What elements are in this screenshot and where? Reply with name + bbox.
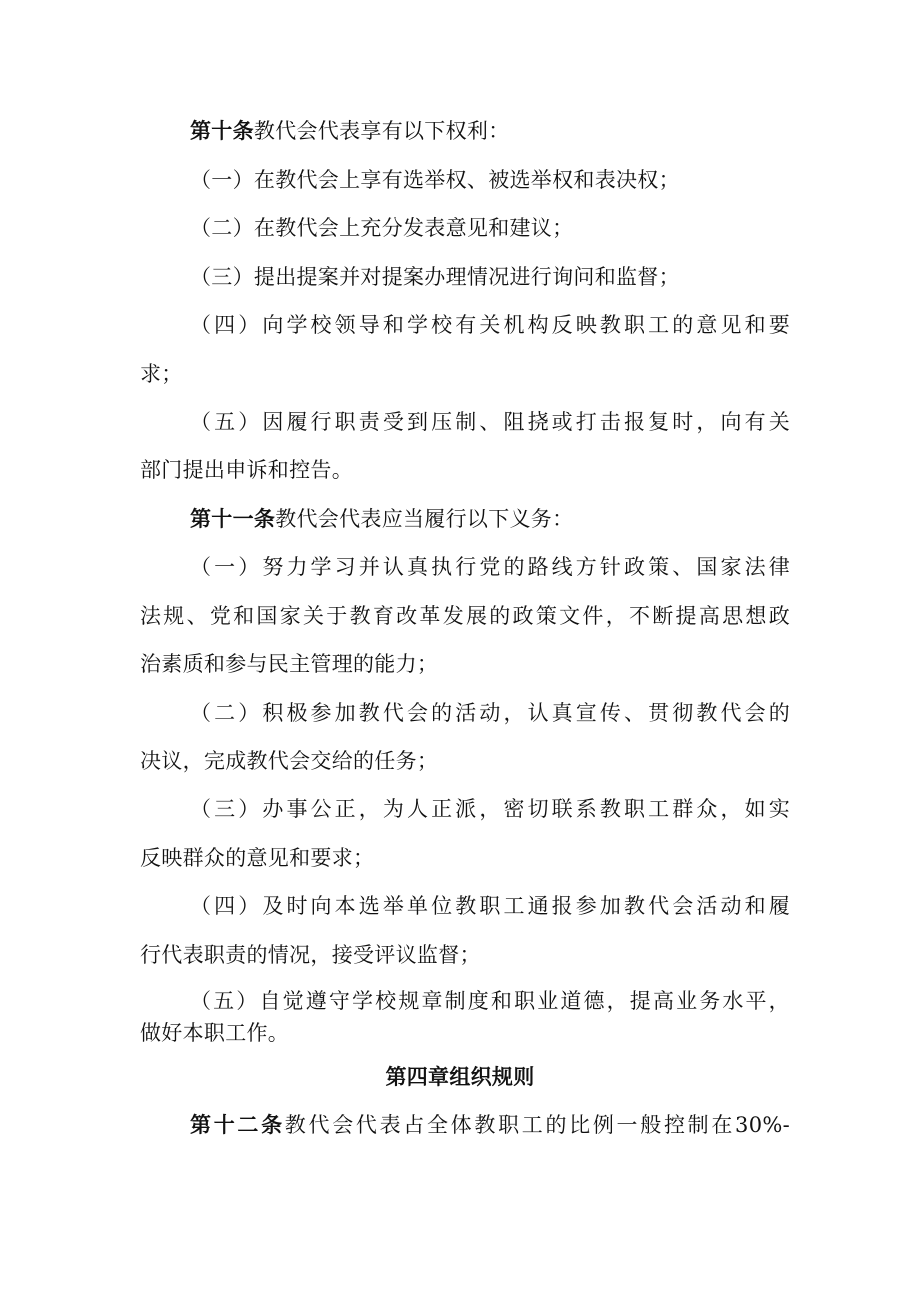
article-11-item-4-line-2: 行代表职责的情况，接受评议监督； (140, 943, 481, 967)
article-10-item-4-line-2: 求； (140, 362, 183, 386)
chapter-4-title: 第四章组织规则 (385, 1064, 535, 1089)
article-10-intro: 教代会代表享有以下权利： (253, 119, 510, 143)
article-10-label: 第十条 (190, 118, 254, 143)
article-11-item-1-line-2: 法规、党和国家关于教育改革发展的政策文件，不断提高思想政 (140, 604, 790, 628)
article-10-item-5-line-2: 部门提出申诉和控告。 (140, 458, 353, 482)
article-12-text: 教代会代表占全体教职工的比例一般控制在30%- (284, 1113, 791, 1137)
article-10-item-3: （三）提出提案并对提案办理情况进行询问和监督； (190, 265, 680, 289)
article-11-item-1-line-1: （一）努力学习并认真执行党的路线方针政策、国家法律 (190, 555, 790, 579)
article-11-label: 第十一条 (190, 506, 276, 531)
article-11-item-4-line-1: （四）及时向本选举单位教职工通报参加教代会活动和履 (190, 894, 790, 918)
article-10-item-5-line-1: （五）因履行职责受到压制、阻挠或打击报复时，向有关 (190, 410, 790, 434)
article-11-item-1-line-3: 治素质和参与民主管理的能力； (140, 652, 439, 676)
article-10-item-4-line-1: （四）向学校领导和学校有关机构反映教职工的意见和要 (190, 313, 790, 337)
article-11-item-5-line-2: 做好本职工作。 (140, 1021, 290, 1045)
article-12-line (190, 1111, 790, 1139)
article-11-item-3-line-2: 反映群众的意见和要求； (140, 846, 375, 870)
article-11-item-2-line-2: 决议，完成教代会交给的任务； (140, 749, 439, 773)
article-11-item-3-line-1: （三）办事公正，为人正派，密切联系教职工群众，如实 (190, 797, 790, 821)
article-11-heading-line (190, 505, 790, 533)
article-11-item-2-line-1: （二）积极参加教代会的活动，认真宣传、贯彻教代会的 (190, 701, 790, 725)
article-11-intro: 教代会代表应当履行以下义务： (275, 507, 574, 531)
article-10-heading-line (190, 117, 790, 145)
article-11-item-5-line-1: （五）自觉遵守学校规章制度和职业道德，提高业务水平， (190, 989, 790, 1013)
article-10-item-2: （二）在教代会上充分发表意见和建议； (190, 216, 574, 240)
article-12-label: 第十二条 (190, 1112, 285, 1137)
article-10-item-1: （一）在教代会上享有选举权、被选举权和表决权； (190, 168, 680, 192)
